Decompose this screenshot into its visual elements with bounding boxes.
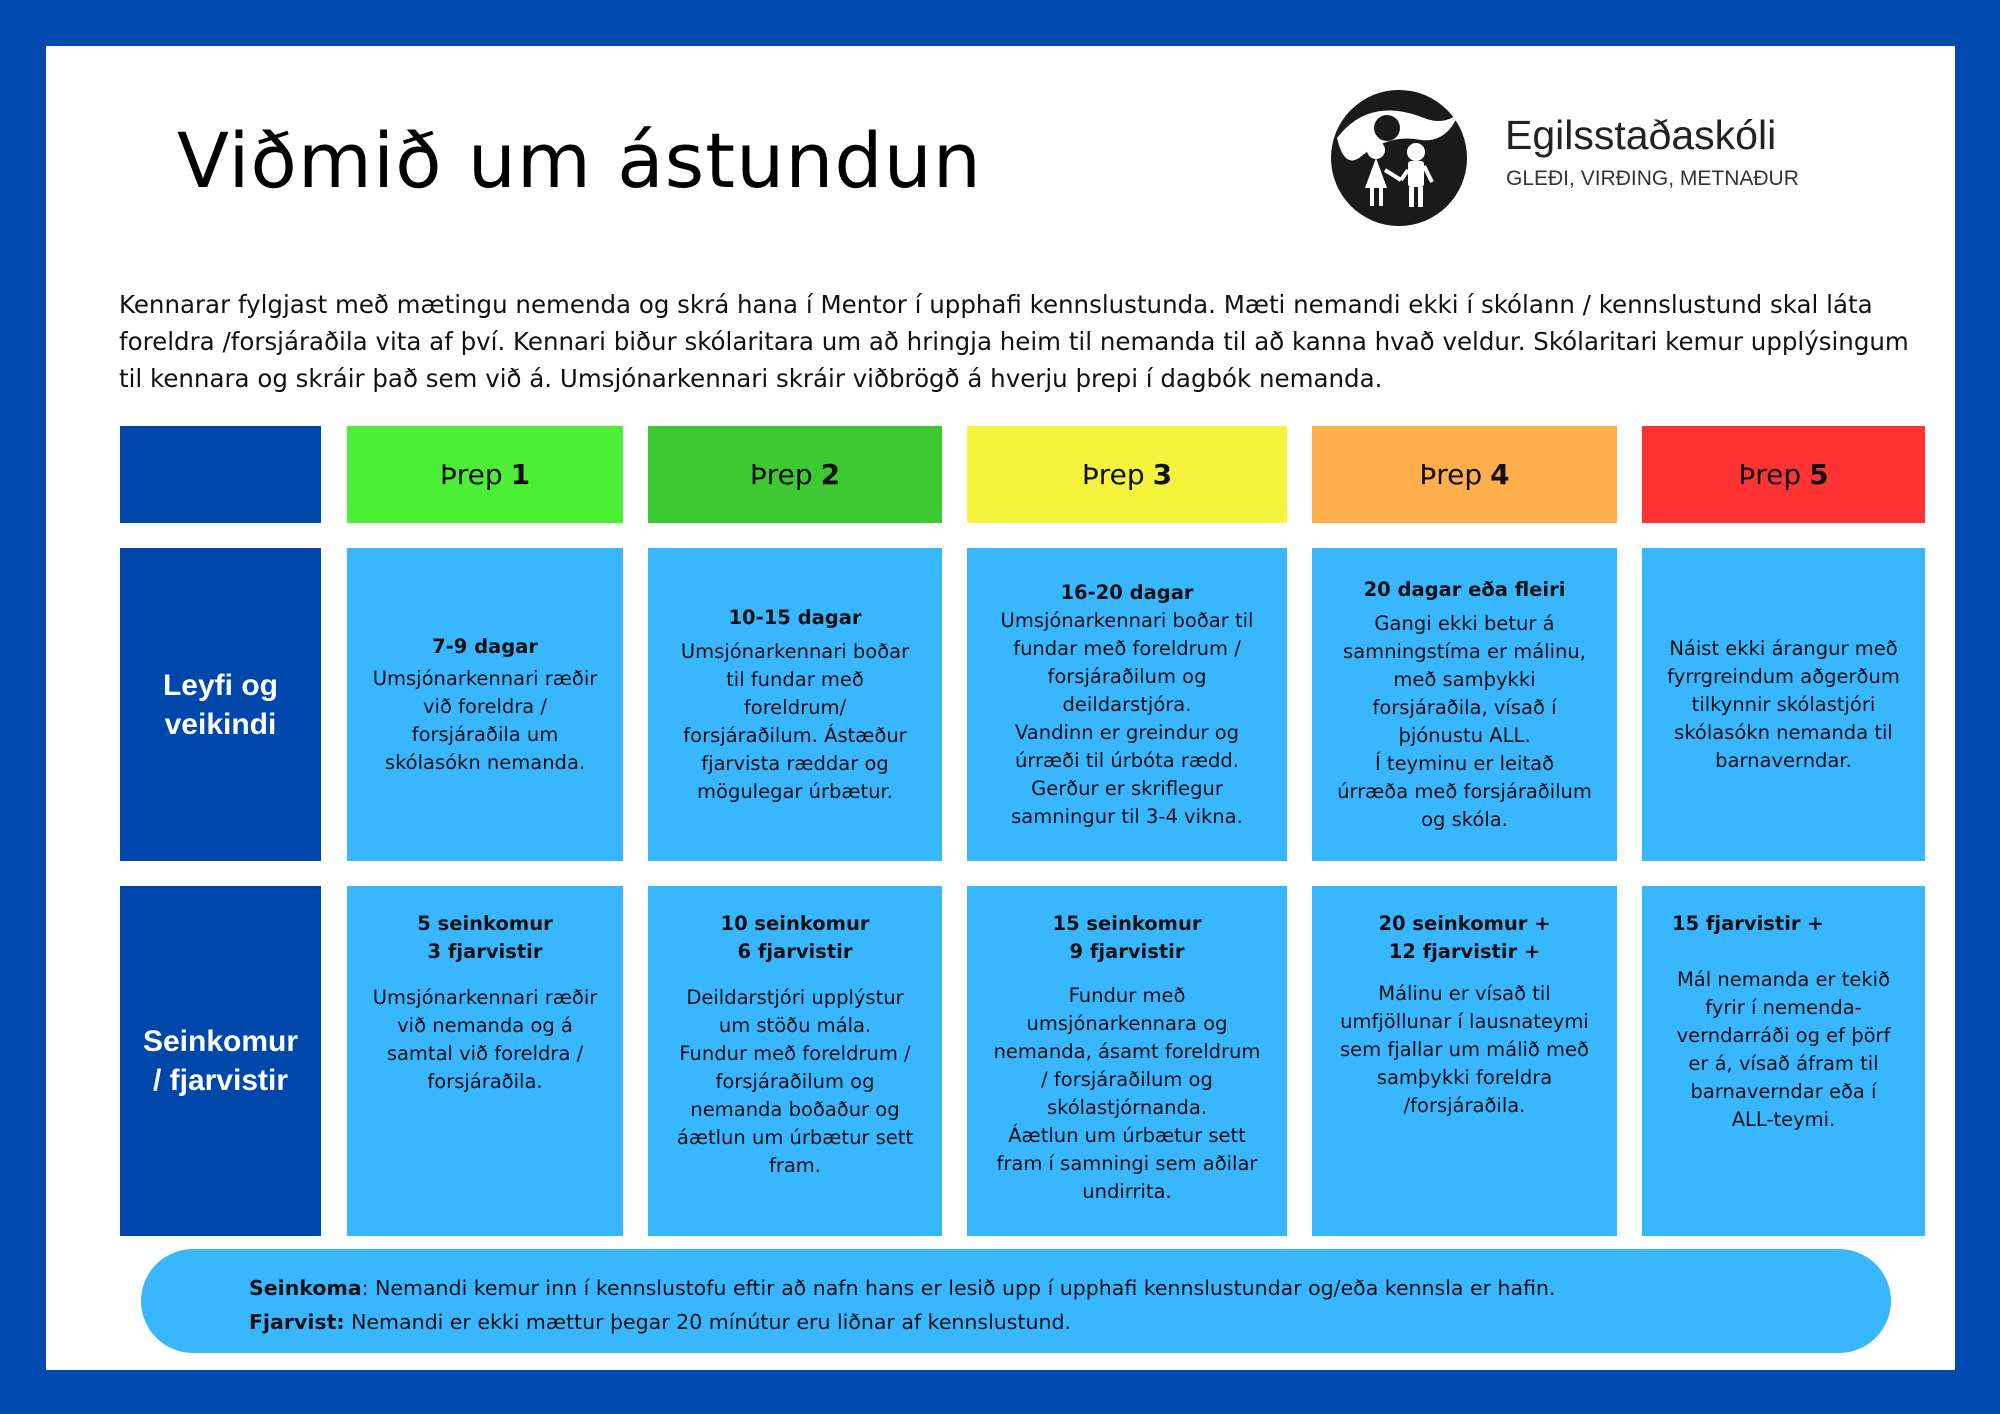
cell-text: Fundur með umsjónarkennara og nemanda, ásamt foreldrum / forsjáraðilum og skólastjórnanda. Áætlun um úrbætur sett fram í samningi sem aðilar undirrita. xyxy=(993,984,1261,1203)
stage-number: 3 xyxy=(1152,458,1173,491)
cell-leave-stage-3 xyxy=(967,548,1287,861)
cell-text: Gangi ekki betur á samningstíma er málinu, með samþykki forsjáraðila, vísað í þjónustu ALL. Í teyminu er leitað úrræða með forsjáraðilum og skóla. xyxy=(1337,611,1592,831)
stage-label: Þrep xyxy=(1081,458,1145,491)
stage-number: 2 xyxy=(820,458,841,491)
cell-late-stage-3 xyxy=(967,886,1287,1236)
cell-heading: 16-20 dagar xyxy=(1060,580,1194,604)
cell-text: Umsjónarkennari ræðir við nemanda og á samtal við foreldra / forsjáraðila. xyxy=(372,986,598,1093)
cell-heading: 10 seinkomur 6 fjarvistir xyxy=(720,912,870,963)
cell-text: Umsjónarkennari ræðir við foreldra / forsjáraðila um skólasókn nemanda. xyxy=(372,666,598,774)
cell-heading: 20 dagar eða fleiri xyxy=(1363,577,1566,601)
cell-text: Umsjónarkennari boðar til fundar með foreldrum/ forsjáraðilum. Ástæður fjarvista ræddar og mögulegar úrbætur. xyxy=(680,639,910,803)
stage-number: 1 xyxy=(510,458,531,491)
cell-heading: 15 seinkomur 9 fjarvistir xyxy=(1052,912,1202,963)
term-absence: Fjarvist: xyxy=(249,1310,345,1334)
definition-late xyxy=(249,1271,1891,1305)
cell-heading: 5 seinkomur 3 fjarvistir xyxy=(417,912,553,963)
stage-header-1 xyxy=(347,426,623,523)
term-late: Seinkoma xyxy=(249,1276,362,1300)
cell-heading: 7-9 dagar xyxy=(432,634,538,658)
row-header-late-absence: Seinkomur / fjarvistir xyxy=(120,886,321,1236)
cell-text: Mál nemanda er tekið fyrir í nemenda- verndarráði og ef þörf er á, vísað áfram til barnaverndar eða í ALL-teymi. xyxy=(1676,968,1891,1131)
stage-header-3 xyxy=(967,426,1287,523)
definitions-legend xyxy=(141,1249,1891,1353)
definition-absence-text: Nemandi er ekki mættur þegar 20 mínútur eru liðnar af kennslustund. xyxy=(344,1310,1072,1334)
page-sheet xyxy=(46,46,1955,1370)
cell-text: Umsjónarkennari boðar til fundar með foreldrum / forsjáraðilum og deildarstjóra. Vandinn er greindur og úrræði til úrbóta rædd. Gerður er skriflegur samningur til 3-4 vikna. xyxy=(1000,608,1254,828)
intro-paragraph: Kennarar fylgjast með mætingu nemenda og skrá hana í Mentor í upphafi kennslustunda. Mæti nemandi ekki í skólann / kennslustund skal láta foreldra /forsjáraðila vita af því. Kennari biður skólaritara um að hringja heim til nemanda til að kanna hvað veldur. Skólaritari kemur upplýsingum til kennara og skráir það sem við á. Umsjónarkennari skráir viðbrögð á hverju þrepi í dagbók nemanda. xyxy=(119,290,1909,393)
cell-late-stage-5 xyxy=(1642,886,1925,1236)
corner-cell xyxy=(120,426,321,523)
stage-header-2 xyxy=(648,426,942,523)
cell-leave-stage-2 xyxy=(648,548,942,861)
stage-label: Þrep xyxy=(1738,458,1802,491)
page-title: Viðmið um ástundun xyxy=(177,116,982,205)
cell-late-stage-4 xyxy=(1312,886,1617,1236)
cell-leave-stage-1 xyxy=(347,548,623,861)
stage-header-5 xyxy=(1642,426,1925,523)
school-motto: GLEÐI, VIRÐING, METNAÐUR xyxy=(1506,167,1799,190)
stage-label: Þrep xyxy=(1419,458,1483,491)
definition-late-text: : Nemandi kemur inn í kennslustofu eftir að nafn hans er lesið upp í upphafi kennslustundar og/eða kennsla er hafin. xyxy=(361,1276,1556,1300)
cell-text: Málinu er vísað til umfjöllunar í lausnateymi sem fjallar um málið með samþykki foreldra /forsjáraðila. xyxy=(1340,982,1589,1117)
school-logo-icon xyxy=(1329,88,1469,228)
cell-text: Náist ekki árangur með fyrrgreindum aðgerðum tilkynnir skólastjóri skólasókn nemanda til barnaverndar. xyxy=(1667,636,1900,772)
cell-heading: 15 fjarvistir + xyxy=(1672,912,1824,935)
cell-leave-stage-4 xyxy=(1312,548,1617,861)
stage-header-4 xyxy=(1312,426,1617,523)
cell-heading: 20 seinkomur + 12 fjarvistir + xyxy=(1378,912,1551,963)
cell-leave-stage-5 xyxy=(1642,548,1925,861)
stage-number: 5 xyxy=(1809,458,1829,491)
stage-number: 4 xyxy=(1490,458,1510,491)
stage-label: Þrep xyxy=(439,458,503,491)
stage-label: Þrep xyxy=(749,458,813,491)
cell-heading: 10-15 dagar xyxy=(728,605,862,629)
cell-text: Deildarstjóri upplýstur um stöðu mála. Fundur með foreldrum / forsjáraðilum og nemanda boðaður og áætlun um úrbætur sett fram. xyxy=(676,986,914,1177)
cell-late-stage-1 xyxy=(347,886,623,1236)
row-header-leave-illness: Leyfi og veikindi xyxy=(120,548,321,861)
cell-late-stage-2 xyxy=(648,886,942,1236)
school-name: Egilsstaðaskóli xyxy=(1505,112,1777,158)
definition-absence xyxy=(249,1305,1891,1339)
